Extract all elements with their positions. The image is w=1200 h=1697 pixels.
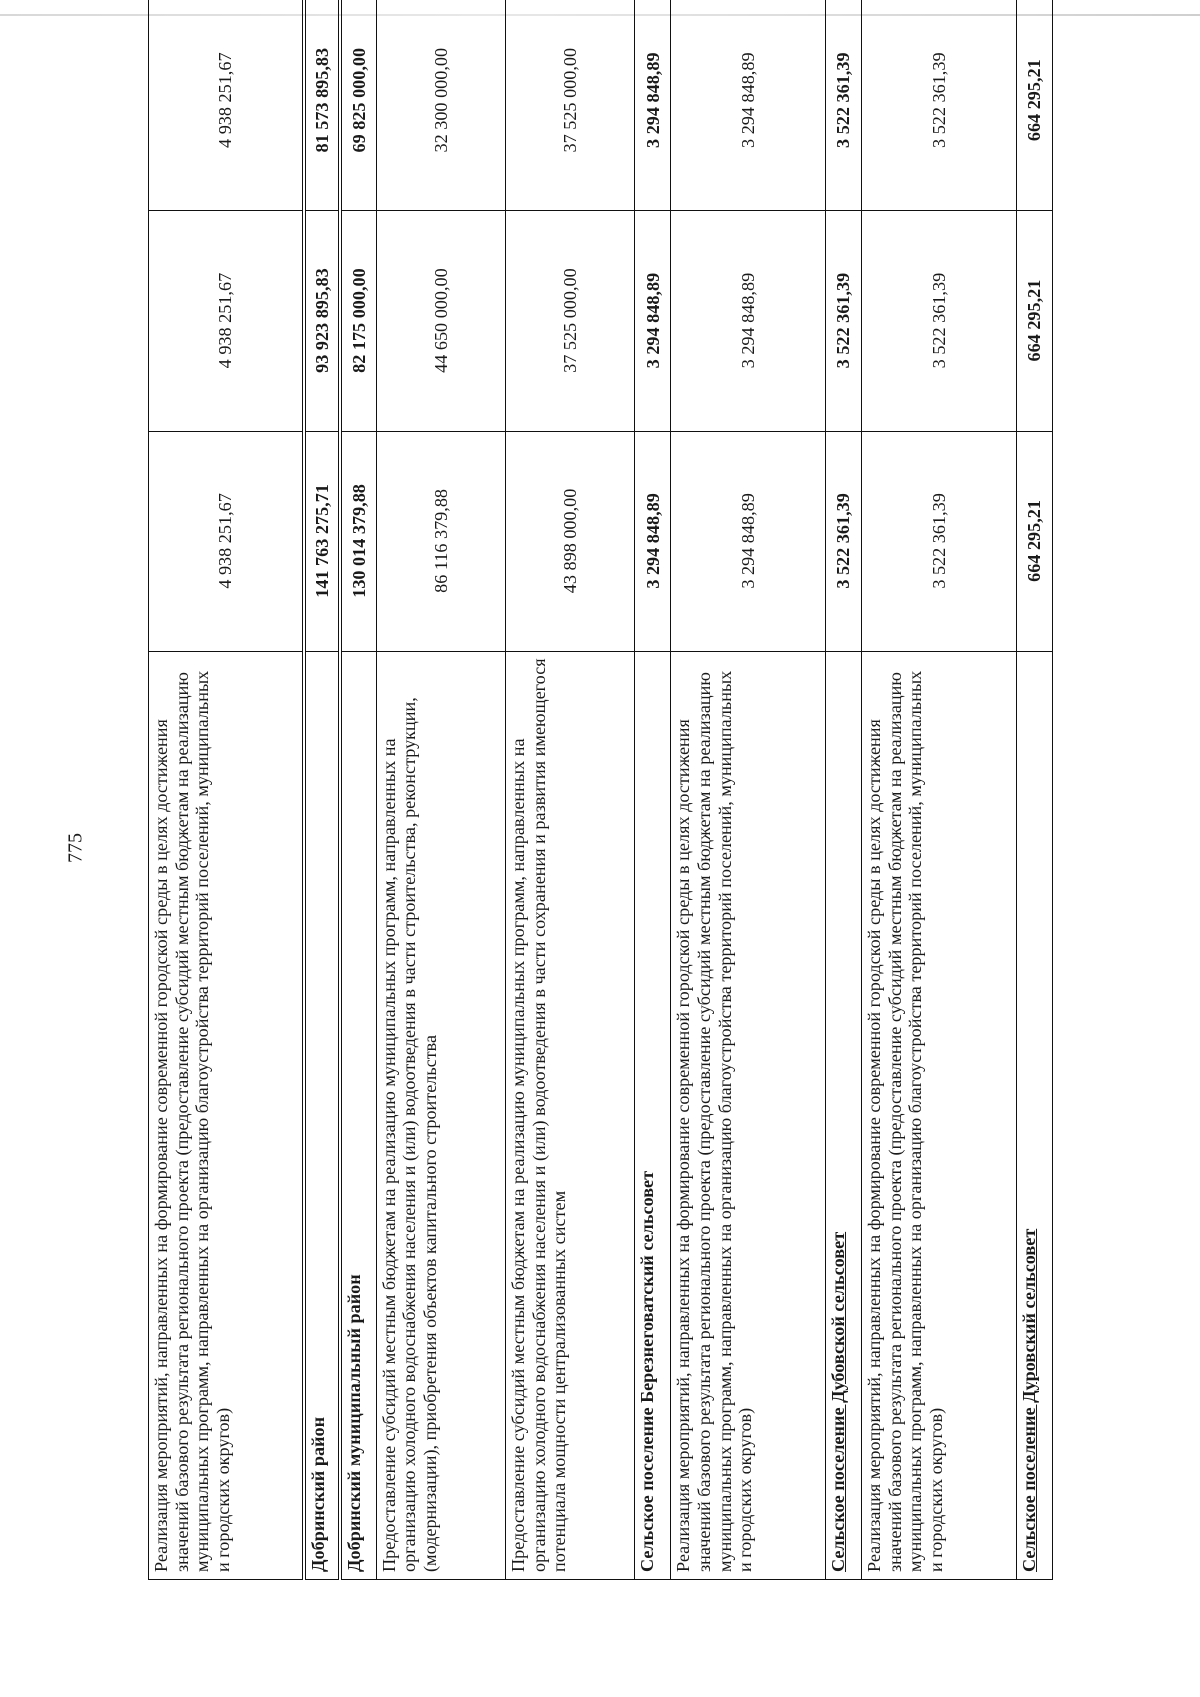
row-value-2: 93 923 895,83 [304, 211, 340, 431]
row-value-2: 4 938 251,67 [149, 211, 305, 431]
row-value-2: 82 175 000,00 [340, 211, 376, 431]
row-name: Реализация мероприятий, направленных на формирование современной городской среды в целях достижения значений базового результата регионального проекта (предоставление субсидий местным бюджетам на реализацию муниципальных программ, направленных на организацию благоустройства территорий поселений, муниципальных и городских округов) [149, 652, 305, 1580]
row-name: Предоставление субсидий местным бюджетам на реализацию муниципальных программ, направленных на организацию холодного водоснабжения населения и (или) водоотведения в части строительства, реконструкции, (модернизации), приобретения объектов капитального строительства [376, 652, 505, 1580]
row-value-3: 3 522 361,39 [862, 0, 1017, 211]
table-row [149, 0, 305, 1580]
table-row [340, 0, 376, 1580]
page-number: 775 [64, 833, 87, 863]
row-value-3: 37 525 000,00 [506, 0, 635, 211]
row-value-2: 664 295,21 [1016, 211, 1052, 431]
row-name-text: Сельское поселение Дуровский сельсовет [1018, 1228, 1039, 1572]
row-name: Сельское поселение Березнеговатский сельсовет [635, 652, 671, 1580]
row-value-1: 86 116 379,88 [376, 431, 505, 651]
row-name: Добринский район [304, 652, 340, 1580]
row-value-1: 3 294 848,89 [671, 431, 826, 651]
row-value-2: 44 650 000,00 [376, 211, 505, 431]
table-row [1016, 0, 1052, 1580]
row-value-3: 4 938 251,67 [149, 0, 305, 211]
row-value-2: 3 522 361,39 [826, 211, 862, 431]
row-value-1: 130 014 379,88 [340, 431, 376, 651]
row-value-1: 664 295,21 [1016, 431, 1052, 651]
row-name-text: Сельское поселение Дубовской сельсовет [828, 1231, 849, 1572]
row-value-2: 37 525 000,00 [506, 211, 635, 431]
row-value-3: 81 573 895,83 [304, 0, 340, 211]
row-name [1016, 652, 1052, 1580]
row-name: Реализация мероприятий, направленных на формирование современной городской среды в целях достижения значений базового результата регионального проекта (предоставление субсидий местным бюджетам на реализацию муниципальных программ, направленных на организацию благоустройства территорий поселений, муниципальных и городских округов) [862, 652, 1017, 1580]
table-row [304, 0, 340, 1580]
table-row [826, 0, 862, 1580]
row-value-3: 3 294 848,89 [671, 0, 826, 211]
row-value-3: 69 825 000,00 [340, 0, 376, 211]
row-value-2: 3 522 361,39 [862, 211, 1017, 431]
table-row [506, 0, 635, 1580]
budget-table [148, 0, 1053, 1580]
row-value-1: 3 522 361,39 [826, 431, 862, 651]
row-name: Реализация мероприятий, направленных на формирование современной городской среды в целях достижения значений базового результата регионального проекта (предоставление субсидий местным бюджетам на реализацию муниципальных программ, направленных на организацию благоустройства территорий поселений, муниципальных и городских округов) [671, 652, 826, 1580]
row-name [826, 652, 862, 1580]
row-value-1: 43 898 000,00 [506, 431, 635, 651]
table-row [671, 0, 826, 1580]
row-value-1: 4 938 251,67 [149, 431, 305, 651]
row-value-1: 3 294 848,89 [635, 431, 671, 651]
table-row [376, 0, 505, 1580]
row-value-3: 32 300 000,00 [376, 0, 505, 211]
row-value-3: 3 522 361,39 [826, 0, 862, 211]
table-row [862, 0, 1017, 1580]
rotated-table-wrapper [148, 0, 1053, 1580]
row-name: Добринский муниципальный район [340, 652, 376, 1580]
row-value-2: 3 294 848,89 [635, 211, 671, 431]
row-value-2: 3 294 848,89 [671, 211, 826, 431]
row-value-1: 3 522 361,39 [862, 431, 1017, 651]
table-row [635, 0, 671, 1580]
row-value-3: 3 294 848,89 [635, 0, 671, 211]
row-name: Предоставление субсидий местным бюджетам на реализацию муниципальных программ, направленных на организацию холодного водоснабжения населения и (или) водоотведения в части сохранения и развития имеющегося потенциала мощности централизованных систем [506, 652, 635, 1580]
row-value-1: 141 763 275,71 [304, 431, 340, 651]
row-value-3: 664 295,21 [1016, 0, 1052, 211]
